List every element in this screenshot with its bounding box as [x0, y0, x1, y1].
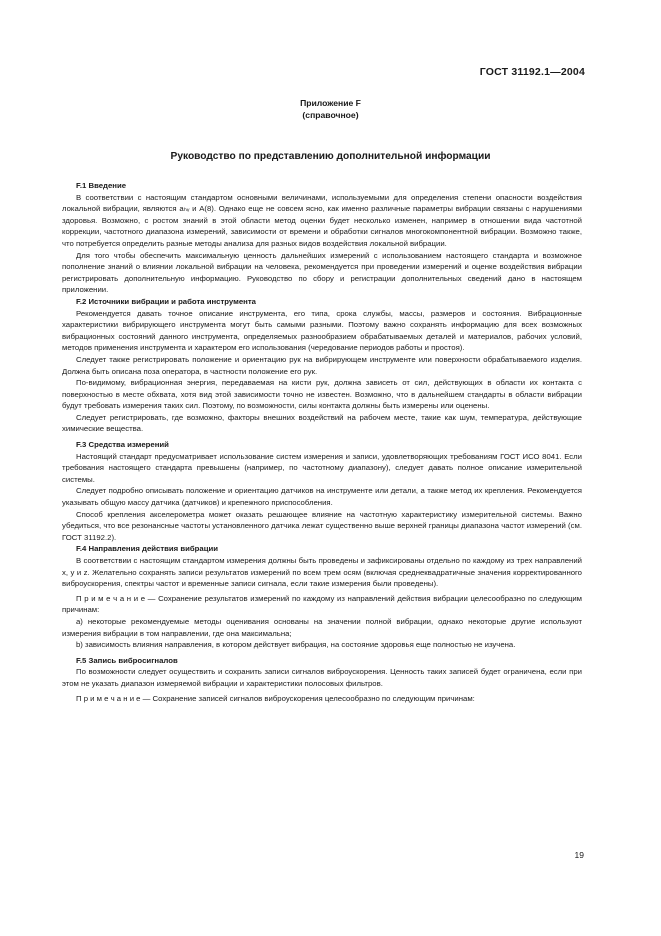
paragraph: По возможности следует осуществить и сохранить записи сигналов виброускорения. Ценность таких записей будет ограничена, если при этом не указать диапазон измеряемой вибрации и характеристики полосовых фильтров.: [62, 667, 582, 688]
section-heading: F.1 Введение: [76, 181, 127, 190]
paragraph: В соответствии с настоящим стандартом измерения должны быть проведены и зафиксированы отдельно по каждому из трех направлений x, y и z. Желательно сохранять записи результатов измерений по всем трем осям (включая среднеквадратичные значения корректированного виброускорения, спектры частот и временные записи сигнала, если такие измерения были проведены).: [62, 556, 582, 589]
section-heading: F.2 Источники вибрации и работа инструмента: [76, 296, 256, 306]
page-title: Руководство по представлению дополнительной информации: [170, 151, 491, 162]
paragraph: По-видимому, вибрационная энергия, передаваемая на кисти рук, должна зависеть от сил, действующих в области их контакта с поверхностью в месте обхвата, хотя вид этой зависимости точно не известен. Возможно, что в дальнейшем стандарты в области вибрации будут требовать измерения таких сил. Поэтому, по возможности, силы контакта должны быть измерены или оценены.: [62, 378, 582, 411]
paragraph: Следует регистрировать, где возможно, факторы внешних воздействий на рабочем месте, такие как шум, температура, действующие химические вещества.: [62, 412, 582, 434]
section-heading: F.5 Запись виброcигналов: [76, 655, 178, 665]
page-number: 19: [574, 850, 584, 860]
paragraph: Способ крепления акселерометра может оказать решающее влияние на частотную характеристику измерительной системы. Важно убедиться, что все резонансные частоты установленного датчика лежат существенно выше верхней границы диапазона частот измерений (см. ГОСТ 31192.2).: [62, 509, 582, 542]
paragraph: Настоящий стандарт предусматривает использование систем измерения и записи, удовлетворяющих требованиям ГОСТ ИСО 8041. Если требования настоящего стандарта превышены (например, по частотному диапазону), следует давать полное описание измерительной системы.: [62, 451, 582, 484]
appendix-type: (справочное): [302, 110, 359, 120]
paragraph: В соответствии с настоящим стандартом основными величинами, используемыми для определения степени опасности воздействия локальной вибрации, являются aₕᵥ и A(8). Однако еще не совсем ясно, как именно различные параметры вибрации связаны с нарушениями здоровья. Возможно, с ростом знаний в этой области метод оценки будет несколько изменен, например в отношении вида частотной коррекции, частотного диапазона измерений, зависимости от времени и обработки сигналов многокомпонентной вибрации. Возможно также, что потребуется определить разные методы анализа для разных видов воздействия локальной вибрации.: [62, 192, 582, 248]
document-body: [62, 180, 582, 704]
paragraph: Для того чтобы обеспечить максимальную ценность дальнейших измерений с использованием настоящего стандарта и возможное пополнение знаний о влиянии локальной вибрации на человека, рекомендуется при проведении измерений и оценке воздействия вибрации регистрировать дополнительную информацию. Руководство по сбору и регистрации дополнительных сведений дано в настоящем приложении.: [62, 250, 582, 295]
document-code: ГОСТ 31192.1—2004: [479, 66, 585, 78]
note: П р и м е ч а н и е — Сохранение записей сигналов виброускорения целесообразно по следующим причинам:: [76, 693, 475, 703]
paragraph: Рекомендуется давать точное описание инструмента, его типа, срока службы, массы, размеров и состояния. Вибрационные характеристики вибрирующего инструмента могут быть самыми разными. Поэтому важно сохранять информацию для всех возможных вибрационных состояний данного инструмента, определяемых разнообразием обрабатываемых деталей и материалов, рабочих условий, методов применения инструмента и характером его использования (чередование периодов работы и простоя).: [62, 308, 582, 353]
section-heading: F.3 Средства измерений: [76, 440, 169, 450]
paragraph: Следует также регистрировать положение и ориентацию рук на вибрирующем инструменте или поверхности обрабатываемого изделия. Должна быть описана поза оператора, в частности положение его рук.: [62, 354, 582, 376]
note: П р и м е ч а н и е — Сохранение результатов измерений по каждому из направлений действия вибрации целесообразно по следующим причинам:: [62, 593, 582, 615]
list-item: а) некоторые рекомендуемые методы оценивания основаны на значении полной вибрации, однако некоторые другие используют измерения вибрации в том направлении, где она максимальна;: [62, 616, 582, 638]
list-item: b) зависимость влияния направления, в котором действует вибрация, на состояние здоровья еще полностью не изучена.: [76, 640, 516, 650]
section-heading: F.4 Направления действия вибрации: [76, 544, 218, 554]
appendix-label: Приложение F: [300, 98, 361, 108]
appendix-heading: [0, 97, 661, 121]
paragraph: Следует подробно описывать положение и ориентацию датчиков на инструменте или детали, а также метод их крепления. Рекомендуется указывать общую массу датчика (датчиков) и крепежного приспособления.: [62, 486, 582, 508]
